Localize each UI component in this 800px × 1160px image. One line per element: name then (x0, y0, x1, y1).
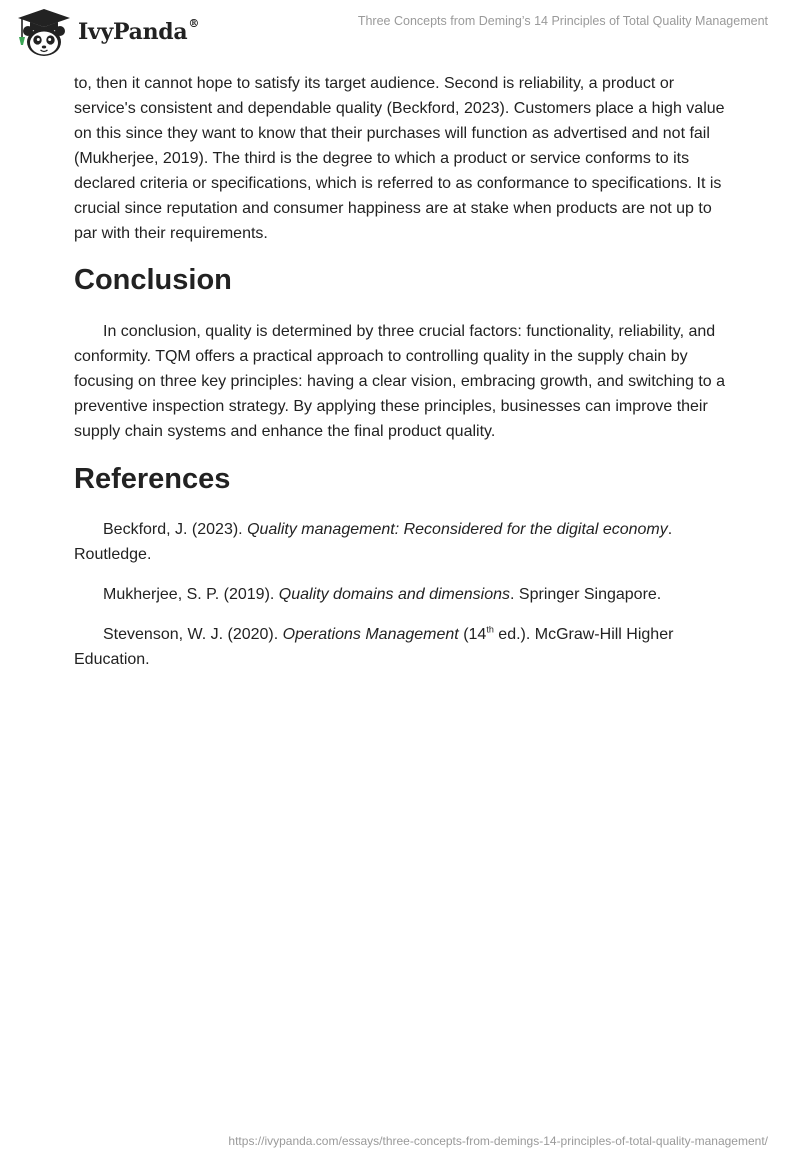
brand-name: IvyPanda® (78, 17, 200, 45)
reference-edition: (14 (458, 626, 487, 643)
panda-graduation-cap-icon (14, 7, 74, 57)
reference-title: Quality domains and dimensions (278, 586, 511, 603)
source-url[interactable]: https://ivypanda.com/essays/three-concepts-from-demings-14-principles-of-total-quality-management/ (228, 1134, 768, 1148)
registered-mark: ® (188, 17, 200, 30)
reference-lead: Stevenson, W. J. (2020). (103, 626, 283, 643)
reference-title: Operations Management (282, 626, 459, 643)
reference-item (74, 582, 734, 607)
reference-lead: Beckford, J. (2023). (103, 521, 248, 538)
conclusion-paragraph: In conclusion, quality is determined by three crucial factors: functionality, reliability, and conformity. TQM offers a practical approach to controlling quality in the supply chain by focusing on three key principles: having a clear vision, embracing growth, and switching to a preventive inspection strategy. By applying these principles, businesses can improve their supply chain systems and enhance the final product quality. (74, 323, 726, 440)
ivypanda-logo[interactable] (14, 7, 199, 57)
reference-title: Quality management: Reconsidered for the digital economy (247, 521, 668, 538)
essay-body (74, 71, 734, 687)
running-title: Three Concepts from Deming’s 14 Principles of Total Quality Management (357, 14, 768, 28)
continuation-paragraph: to, then it cannot hope to satisfy its target audience. Second is reliability, a product or service's consistent and dependable quality (Beckford, 2023). Customers place a high value on this since they want to know that their purchases will function as advertised and not fail (Mukherjee, 2019). The third is the degree to which a product or service conforms to its declared criteria or specifications, which is referred to as conformance to specifications. It is crucial since reputation and consumer happiness are at stake when products are not up to par with their requirements. (74, 75, 725, 242)
reference-tail: . Routledge. (74, 521, 673, 563)
reference-item (74, 622, 734, 672)
conclusion-heading: Conclusion (74, 264, 232, 296)
page-header (0, 0, 800, 70)
references-heading: References (74, 463, 231, 495)
edition-superscript: th (486, 624, 494, 635)
reference-item (74, 517, 734, 567)
reference-tail: ed.). McGraw-Hill Higher Education. (74, 626, 674, 668)
reference-tail: . Springer Singapore. (510, 586, 662, 603)
reference-lead: Mukherjee, S. P. (2019). (103, 586, 279, 603)
